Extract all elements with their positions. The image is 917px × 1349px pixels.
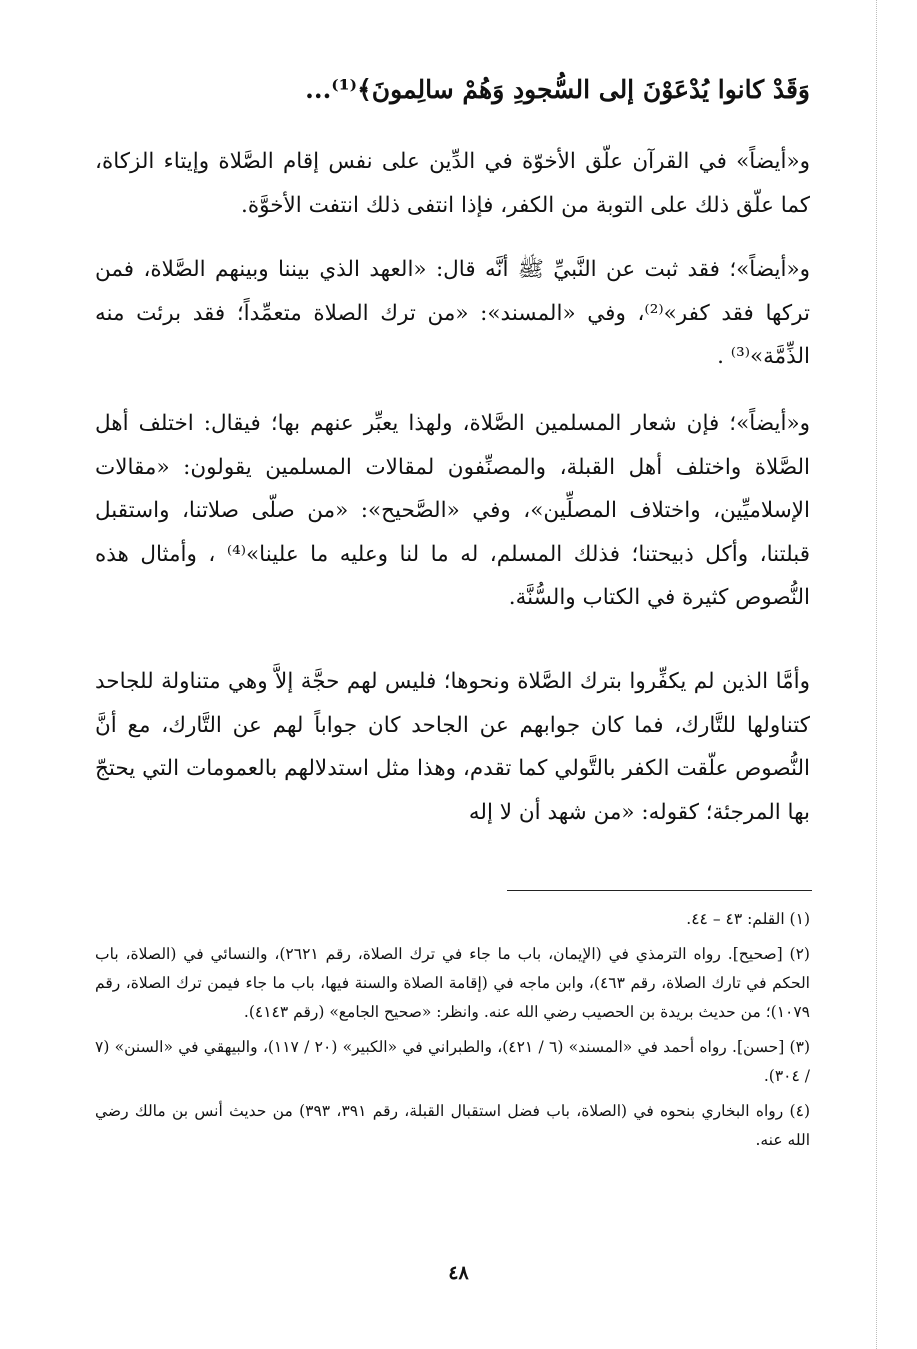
paragraph-3: و«أيضاً»؛ فإن شعار المسلمين الصَّلاة، ولهذا يعبِّر عنهم بها؛ فيقال: اختلف أهل الصَّلاة واختلف أهل القبلة، والمصنِّفون لمقالات المسلمين يقولون: «مقالات الإسلاميِّين، واختلاف المصلِّين»، وفي «الصَّحيح»: «من صلّى صلاتنا، واستقبل قبلتنا، وأكل ذبيحتنا؛ فذلك المسلم، له ما لنا وعليه ما علينا»⁽⁴⁾ ، وأمثال هذه النُّصوص كثيرة في الكتاب والسُّنَّة. bbox=[95, 411, 810, 610]
paragraph-2: و«أيضاً»؛ فقد ثبت عن النَّبيِّ ﷺ أنَّه قال: «العهد الذي بيننا وبينهم الصَّلاة، فمن تركها فقد كفر»⁽²⁾، وفي «المسند»: «من ترك الصلاة متعمِّداً؛ فقد برئت منه الذِّمَّة»⁽³⁾ . bbox=[95, 257, 810, 369]
page-number: ٤٨ bbox=[448, 1262, 469, 1284]
quran-verse: وَقَدْ كانوا يُدْعَوْنَ إلى السُّجودِ وَهُمْ سالِمونَ﴾⁽¹⁾... bbox=[305, 75, 810, 104]
footnote-separator bbox=[507, 890, 812, 891]
footnote-2: (٢) [صحيح]. رواه الترمذي في (الإيمان، باب ما جاء في ترك الصلاة، رقم ٢٦٢١)، والنسائي في (الصلاة، باب الحكم في تارك الصلاة، رقم ٤٦٣)، وابن ماجه في (إقامة الصلاة والسنة فيها، باب ما جاء فيمن ترك الصلاة، رقم ١٠٧٩)؛ من حديث بريدة بن الحصيب رضي الله عنه. وانظر: «صحيح الجامع» (رقم ٤١٤٣). bbox=[95, 945, 810, 1021]
paragraph-4: وأمَّا الذين لم يكفِّروا بترك الصَّلاة ونحوها؛ فليس لهم حجَّة إلاَّ وهي متناولة للجاحد كتناولها للتَّارك، فما كان جوابهم عن الجاحد كان جواباً لهم عن التَّارك، مع أنَّ النُّصوص علّقت الكفر بالتَّولي كما تقدم، وهذا مثل استدلالهم بالعمومات التي يحتجّ بها المرجئة؛ كقوله: «من شهد أن لا إله bbox=[95, 669, 810, 825]
paragraph-1: و«أيضاً» في القرآن علّق الأخوّة في الدِّين على نفس إقام الصَّلاة وإيتاء الزكاة، كما علّق ذلك على التوبة من الكفر، فإذا انتفى ذلك انتفت الأخوَّة. bbox=[95, 149, 810, 218]
footnote-1: (١) القلم: ٤٣ – ٤٤. bbox=[686, 910, 810, 928]
footnotes bbox=[95, 905, 810, 1161]
footnote-3: (٣) [حسن]. رواه أحمد في «المسند» (٦ / ٤٢١)، والطبراني في «الكبير» (٢٠ / ١١٧)، والبيهقي في «السنن» (٧ / ٣٠٤). bbox=[95, 1038, 810, 1085]
scan-edge-line bbox=[876, 0, 877, 1349]
footnote-4: (٤) رواه البخاري بنحوه في (الصلاة، باب فضل استقبال القبلة، رقم ٣٩١، ٣٩٣) من حديث أنس بن مالك رضي الله عنه. bbox=[95, 1102, 810, 1149]
